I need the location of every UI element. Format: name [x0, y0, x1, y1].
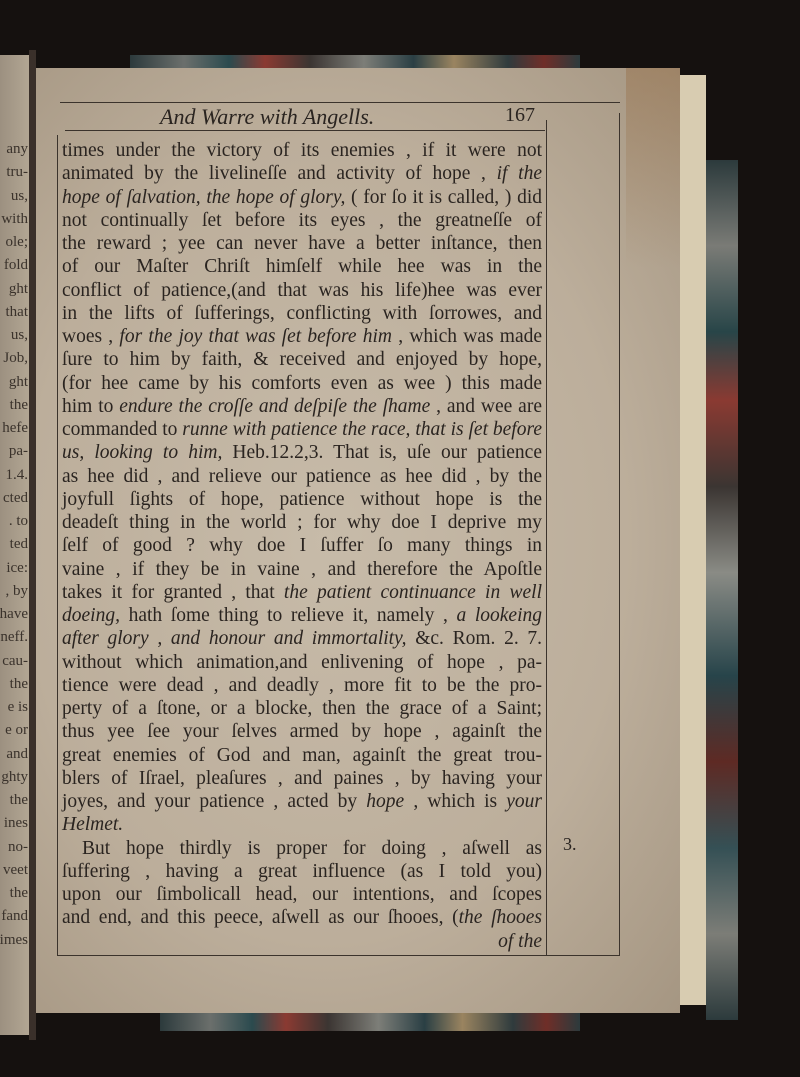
italic-text: us, looking to him,	[62, 442, 223, 464]
text-line	[62, 465, 542, 488]
text-line	[62, 232, 542, 255]
roman-text: ( for ſo it is called, ) did	[345, 186, 542, 208]
roman-text: joyes, and your patience , acted by	[62, 791, 367, 812]
facing-page-fragment: fold	[3, 257, 28, 274]
roman-text: takes it for granted , that	[62, 581, 284, 603]
body-text	[62, 139, 542, 953]
roman-text: hath ſome thing to relieve it, namely ,	[119, 605, 457, 626]
facing-page-fragment: imes	[0, 931, 28, 948]
text-line	[62, 604, 542, 627]
text-line	[62, 581, 542, 604]
text-line	[62, 325, 542, 348]
facing-page-fragment: tru-	[6, 164, 28, 181]
facing-page-fragment: us,	[10, 187, 28, 204]
text-line	[62, 255, 542, 278]
right-marbled-endpaper	[706, 160, 738, 1020]
text-line	[62, 790, 542, 813]
text-line	[62, 372, 542, 395]
text-line	[62, 674, 542, 697]
text-line	[62, 697, 542, 720]
facing-page-fragment: and	[6, 745, 28, 762]
italic-text: a lookeing	[456, 605, 542, 626]
text-line	[62, 534, 542, 557]
roman-text: joyfull ſights of hope, patience without hope is the	[62, 488, 542, 510]
italic-text: of the	[498, 930, 542, 952]
text-line	[62, 302, 542, 325]
roman-text: commanded to	[62, 419, 183, 440]
roman-text: perty of a ſtone, or a blocke, then the grace of a Saint;	[62, 698, 542, 719]
margin-border-right	[619, 113, 620, 955]
text-line	[62, 837, 542, 860]
text-line	[62, 209, 542, 232]
roman-text: him to	[62, 395, 120, 417]
facing-page-fragment: e is	[7, 699, 28, 715]
roman-text: woes ,	[62, 326, 120, 347]
facing-page-fragment: with	[1, 210, 28, 227]
italic-text: for the joy that was ſet before him	[119, 326, 392, 347]
roman-text: the reward ; yee can never have a better inſtance, then	[62, 233, 542, 254]
text-line	[62, 744, 542, 767]
roman-text: animated by the livelineſſe and activity of hope ,	[62, 163, 497, 185]
top-border-rule	[60, 102, 620, 103]
roman-text: deadeſt thing in the world ; for why doe I deprive my	[62, 512, 542, 533]
text-line	[62, 441, 542, 464]
text-line	[62, 627, 542, 650]
facing-page-fragment: hefe	[2, 420, 28, 436]
text-line	[62, 720, 542, 743]
italic-text: Helmet.	[62, 814, 124, 836]
roman-text: , and wee are	[430, 395, 542, 417]
facing-page-fragment: ght	[8, 280, 28, 297]
roman-text: of our Maſter Chriſt himſelf while hee was in the	[62, 256, 542, 278]
running-title: And Warre with Angells.	[160, 104, 375, 129]
roman-text: ſelf of good ? why doe I ſuffer ſo many things in	[62, 535, 542, 557]
text-line	[62, 488, 542, 511]
margin-section-number: 3.	[563, 834, 577, 854]
header-rule	[65, 130, 545, 131]
facing-page-fragment: . to	[8, 513, 28, 529]
facing-page-fragment: cau-	[2, 652, 28, 669]
facing-page-fragment: us,	[10, 327, 28, 343]
italic-text: the patient continuance in well	[283, 581, 542, 603]
facing-page-fragment: ines	[3, 815, 28, 832]
italic-text: after glory , and honour and immortality,	[62, 628, 407, 650]
facing-page-fragment: the	[9, 792, 28, 808]
facing-page-fragment: any	[6, 141, 28, 157]
facing-page-edge	[0, 55, 30, 1035]
facing-page-fragment: have	[0, 606, 28, 622]
roman-text: , which was made	[391, 326, 543, 347]
roman-text: ſuffering , having a great influence (as I told you)	[62, 860, 542, 882]
text-line	[62, 139, 542, 162]
bottom-marbled-endpaper	[160, 1013, 580, 1031]
roman-text: tience were dead , and deadly , more fit to be the pro-	[62, 674, 542, 696]
roman-text: (for hee came by his comforts even as wee ) this made	[62, 372, 542, 394]
facing-page-fragment: ghty	[1, 768, 28, 785]
facing-page-fragment: the	[9, 396, 28, 413]
facing-page-fragment: 1.4.	[5, 466, 28, 483]
page-edge-flyleaf	[680, 75, 706, 1005]
catchword	[62, 930, 542, 953]
text-line	[62, 651, 542, 674]
roman-text: ſure to him by faith, & received and enjoyed by hope,	[62, 349, 542, 371]
italic-text: runne with patience the race, that is ſet before	[182, 419, 542, 440]
italic-text: your	[506, 791, 542, 812]
roman-text: conflict of patience,(and that was his life)hee was ever	[62, 279, 542, 301]
roman-text: , which is	[404, 791, 507, 812]
text-border-right	[546, 120, 547, 955]
bottom-border-rule	[57, 955, 620, 956]
text-line	[62, 883, 542, 906]
page-number: 167	[505, 104, 535, 126]
roman-text: But hope thirdly is proper for doing , aſwell as	[82, 837, 542, 859]
roman-text: and end, and this peece, aſwell as our ſhooes, (	[62, 907, 459, 929]
facing-page-fragment: ted	[9, 536, 28, 553]
facing-page-fragment: e or	[5, 722, 28, 739]
roman-text: times under the victory of its enemies , if it were not	[62, 140, 542, 161]
text-line	[62, 348, 542, 371]
text-line	[62, 162, 542, 185]
roman-text: upon our ſimbolicall head, our intentions, and ſcopes	[62, 884, 542, 905]
facing-page-fragment: the	[9, 675, 28, 692]
book-gutter	[29, 50, 36, 1040]
roman-text: vaine , if they be in vaine , and therefore the Apoſtle	[62, 558, 542, 580]
facing-page-fragment: Job,	[3, 350, 28, 367]
page-stain	[626, 68, 680, 268]
facing-page-fragment: no-	[8, 838, 28, 855]
text-line	[62, 279, 542, 302]
facing-page-fragment: ice:	[6, 559, 28, 576]
facing-page-fragment: fand	[1, 908, 28, 925]
roman-text: blers of Iſrael, pleaſures , and paines , by having your	[62, 767, 542, 789]
text-line	[62, 511, 542, 534]
roman-text: as hee did , and relieve our patience as hee did , by the	[62, 465, 542, 487]
facing-page-fragment: the	[9, 885, 28, 901]
facing-page-fragment: veet	[3, 861, 28, 878]
facing-page-fragment: ght	[8, 373, 28, 390]
text-line	[62, 906, 542, 929]
top-marbled-endpaper	[130, 55, 580, 69]
text-line	[62, 186, 542, 209]
facing-page-fragment: pa-	[8, 443, 28, 460]
facing-page-fragment: cted	[3, 489, 28, 506]
italic-text: hope of ſalvation, the hope of glory,	[62, 186, 346, 208]
text-line	[62, 558, 542, 581]
text-line	[62, 767, 542, 790]
roman-text: not continually ſet before its eyes , the greatneſſe of	[62, 209, 542, 231]
facing-page-fragment: ole;	[5, 234, 28, 250]
italic-text: endure the croſſe and deſpiſe the ſhame	[119, 395, 431, 417]
roman-text: without which animation,and enlivening of hope , pa-	[62, 651, 542, 673]
text-line	[62, 860, 542, 883]
text-line	[62, 418, 542, 441]
text-border-left	[57, 135, 58, 955]
facing-page-fragment: , by	[5, 582, 28, 599]
text-line	[62, 395, 542, 418]
facing-page-fragment: neff.	[0, 629, 28, 646]
italic-text: doeing,	[62, 605, 120, 626]
roman-text: &c. Rom. 2. 7.	[406, 628, 543, 650]
text-line	[62, 813, 542, 836]
italic-text: hope	[366, 791, 405, 812]
italic-text: the ſhooes	[458, 907, 542, 929]
roman-text: thus yee ſee your ſelves armed by hope , againſt the	[62, 721, 542, 743]
facing-page-fragment: that	[5, 303, 28, 320]
roman-text: Heb.12.2,3. That is, uſe our patience	[222, 442, 542, 464]
italic-text: if the	[496, 163, 542, 185]
roman-text: in the lifts of ſufferings, conflicting with ſorrowes, and	[62, 302, 542, 324]
roman-text: great enemies of God and man, againſt the great trou-	[62, 744, 542, 766]
